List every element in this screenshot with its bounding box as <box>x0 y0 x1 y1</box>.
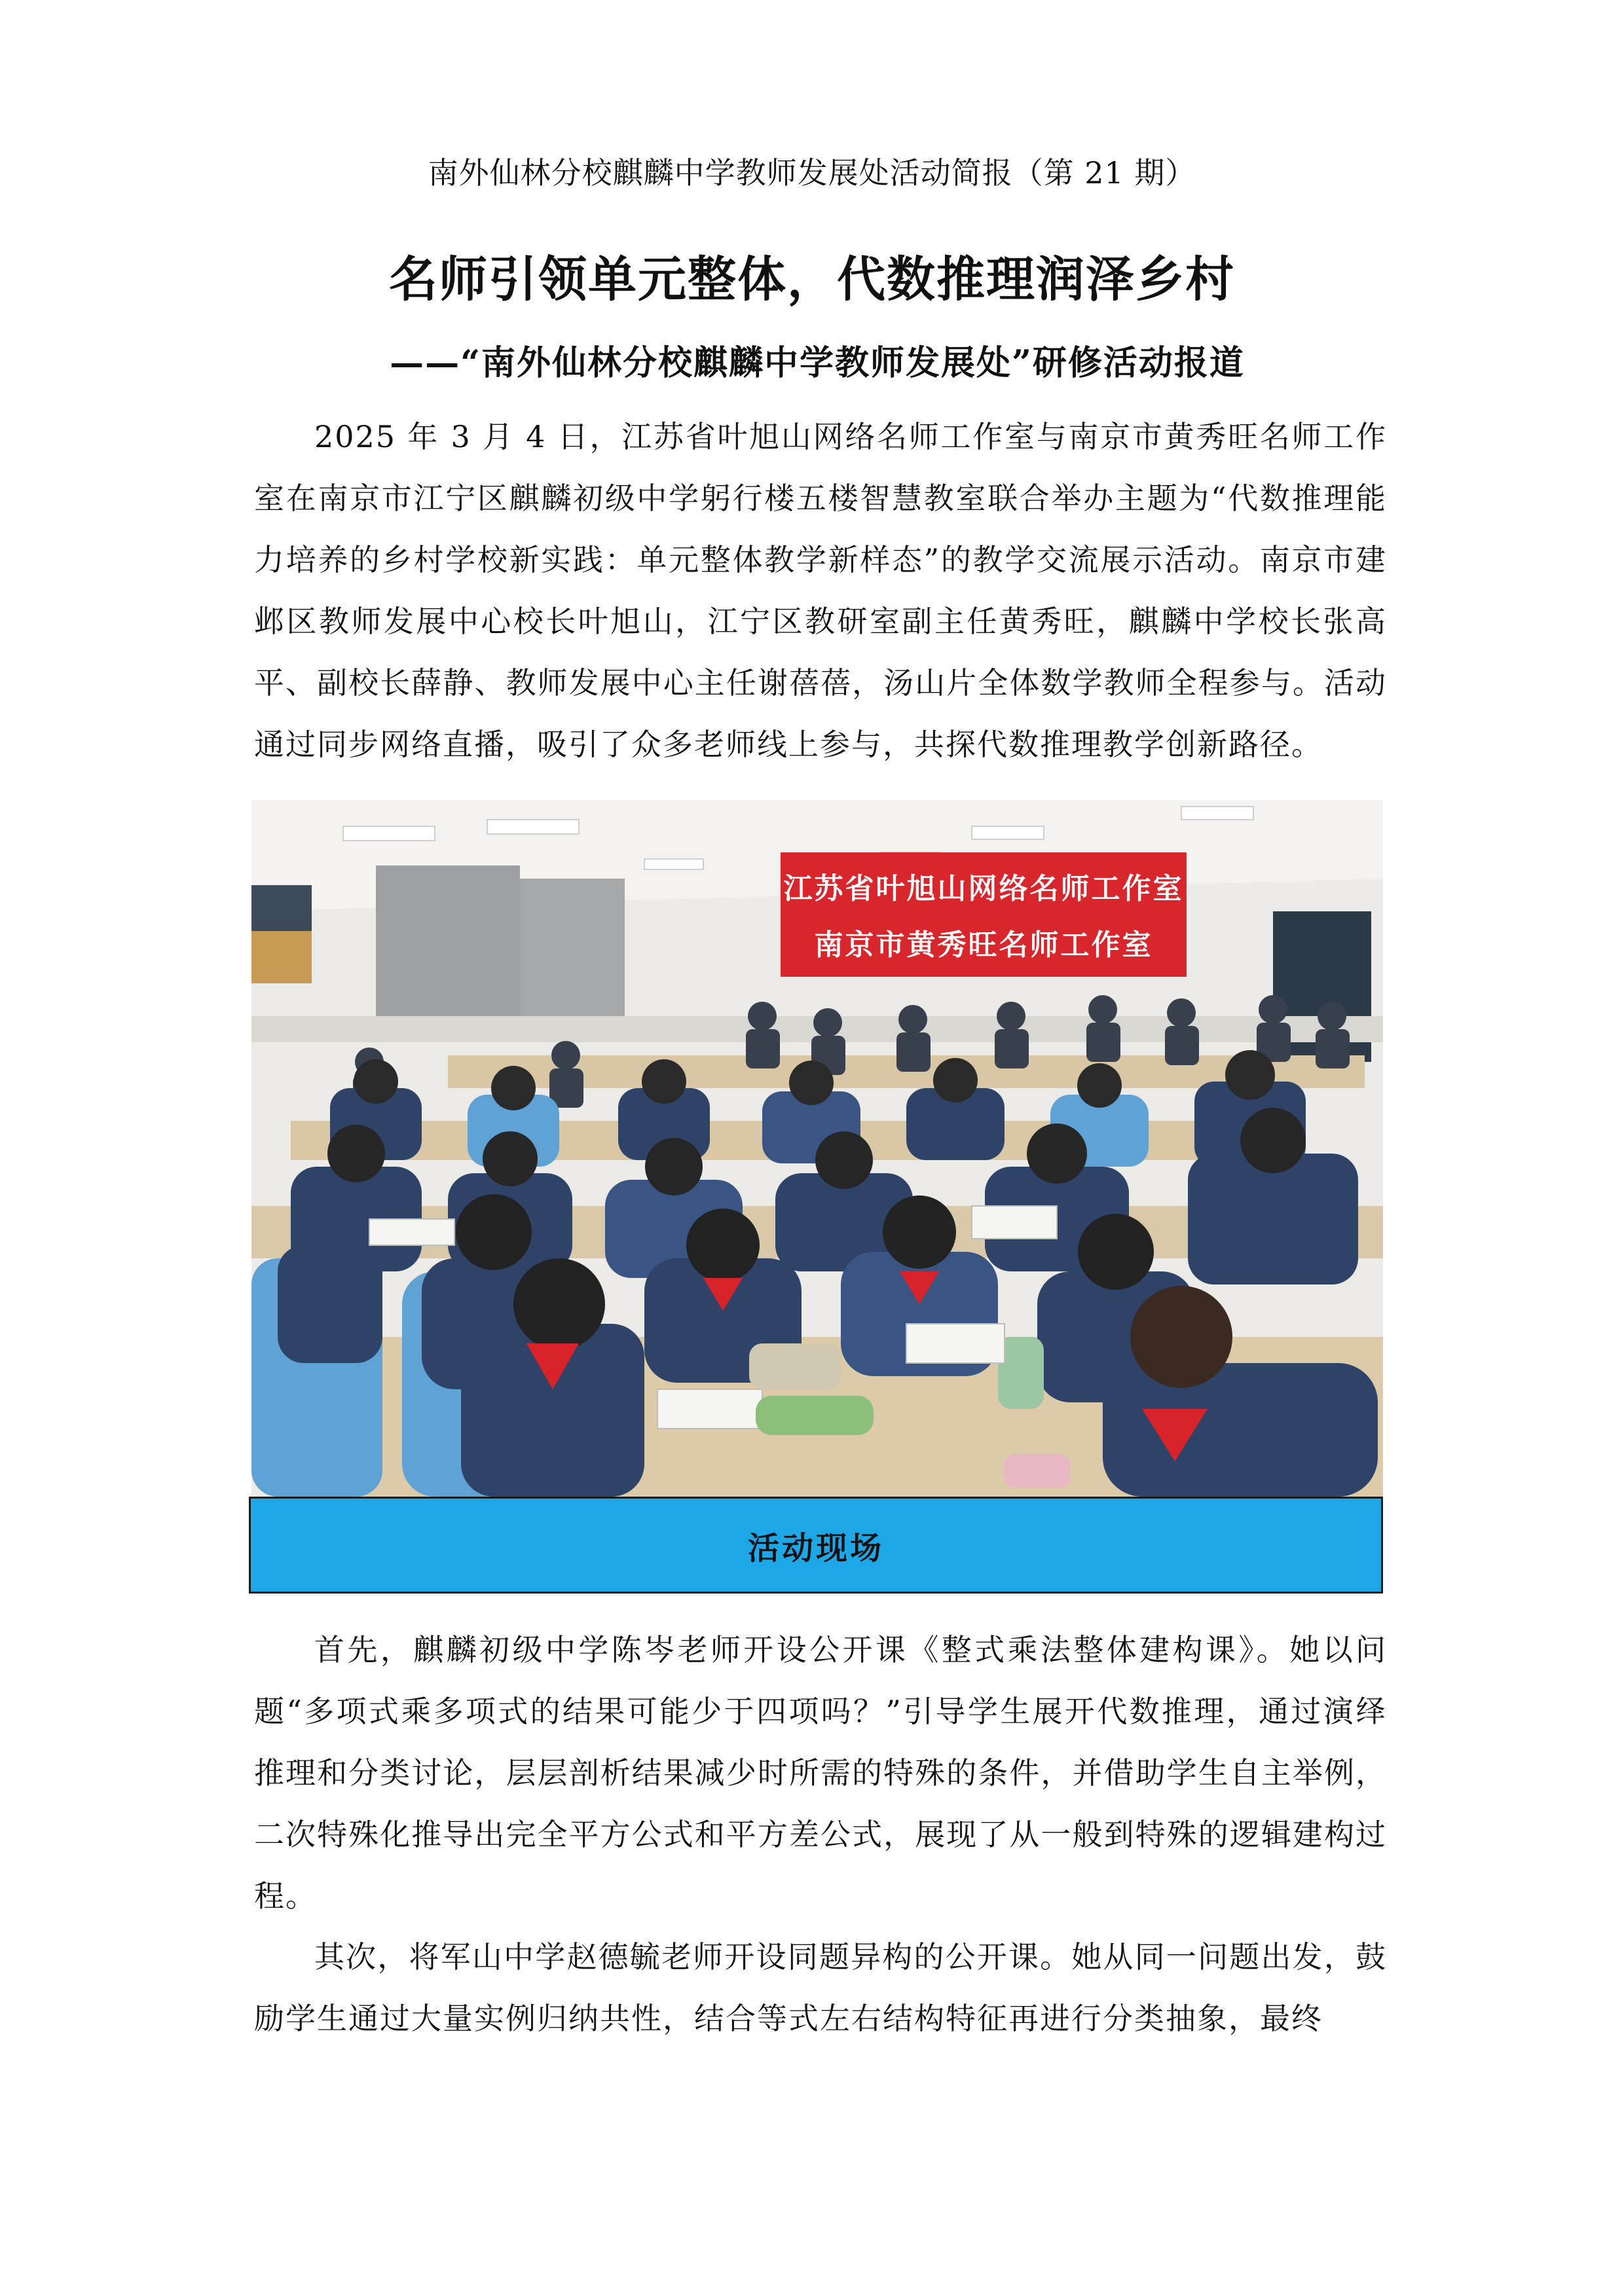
bulletin-header: 南外仙林分校麒麟中学教师发展处活动简报（第 21 期） <box>428 155 1196 191</box>
paragraph-first-lesson: 首先，麒麟初级中学陈岑老师开设公开课《整式乘法整体建构课》。她以问题“多项式乘多项式的结果可能少于四项吗？”引导学生展开代数推理，通过演绎推理和分类讨论，层层剖析结果减少时所需的特殊的条件，并借助学生自主举例，二次特殊化推导出完全平方公式和平方差公式，展现了从一般到特殊的逻辑建构过程。 <box>254 1632 1387 1914</box>
banner-line-1: 江苏省叶旭山网络名师工作室 <box>783 872 1184 905</box>
article-subtitle: ——“南外仙林分校麒麟中学教师发展处”研修活动报道 <box>390 343 1245 383</box>
article-title: 名师引领单元整体，代数推理润泽乡村 <box>389 251 1235 308</box>
banner-line-2: 南京市黄秀旺名师工作室 <box>814 928 1153 962</box>
photo-caption-box <box>249 1497 1383 1594</box>
photo-caption: 活动现场 <box>747 1529 884 1567</box>
activity-photo <box>251 800 1383 1497</box>
paragraph-intro: 2025 年 3 月 4 日，江苏省叶旭山网络名师工作室与南京市黄秀旺名师工作室在南京市江宁区麒麟初级中学躬行楼五楼智慧教室联合举办主题为“代数推理能力培养的乡村学校新实践：单元整体教学新样态”的教学交流展示活动。南京市建邺区教师发展中心校长叶旭山，江宁区教研室副主任黄秀旺，麒麟中学校长张高平、副校长薛静、教师发展中心主任谢蓓蓓，汤山片全体数学教师全程参与。活动通过同步网络直播，吸引了众多老师线上参与，共探代数推理教学创新路径。 <box>254 419 1387 762</box>
paragraph-second-lesson: 其次，将军山中学赵德毓老师开设同题异构的公开课。她从同一问题出发，鼓励学生通过大量实例归纳共性，结合等式左右结构特征再进行分类抽象，最终 <box>254 1939 1387 2036</box>
